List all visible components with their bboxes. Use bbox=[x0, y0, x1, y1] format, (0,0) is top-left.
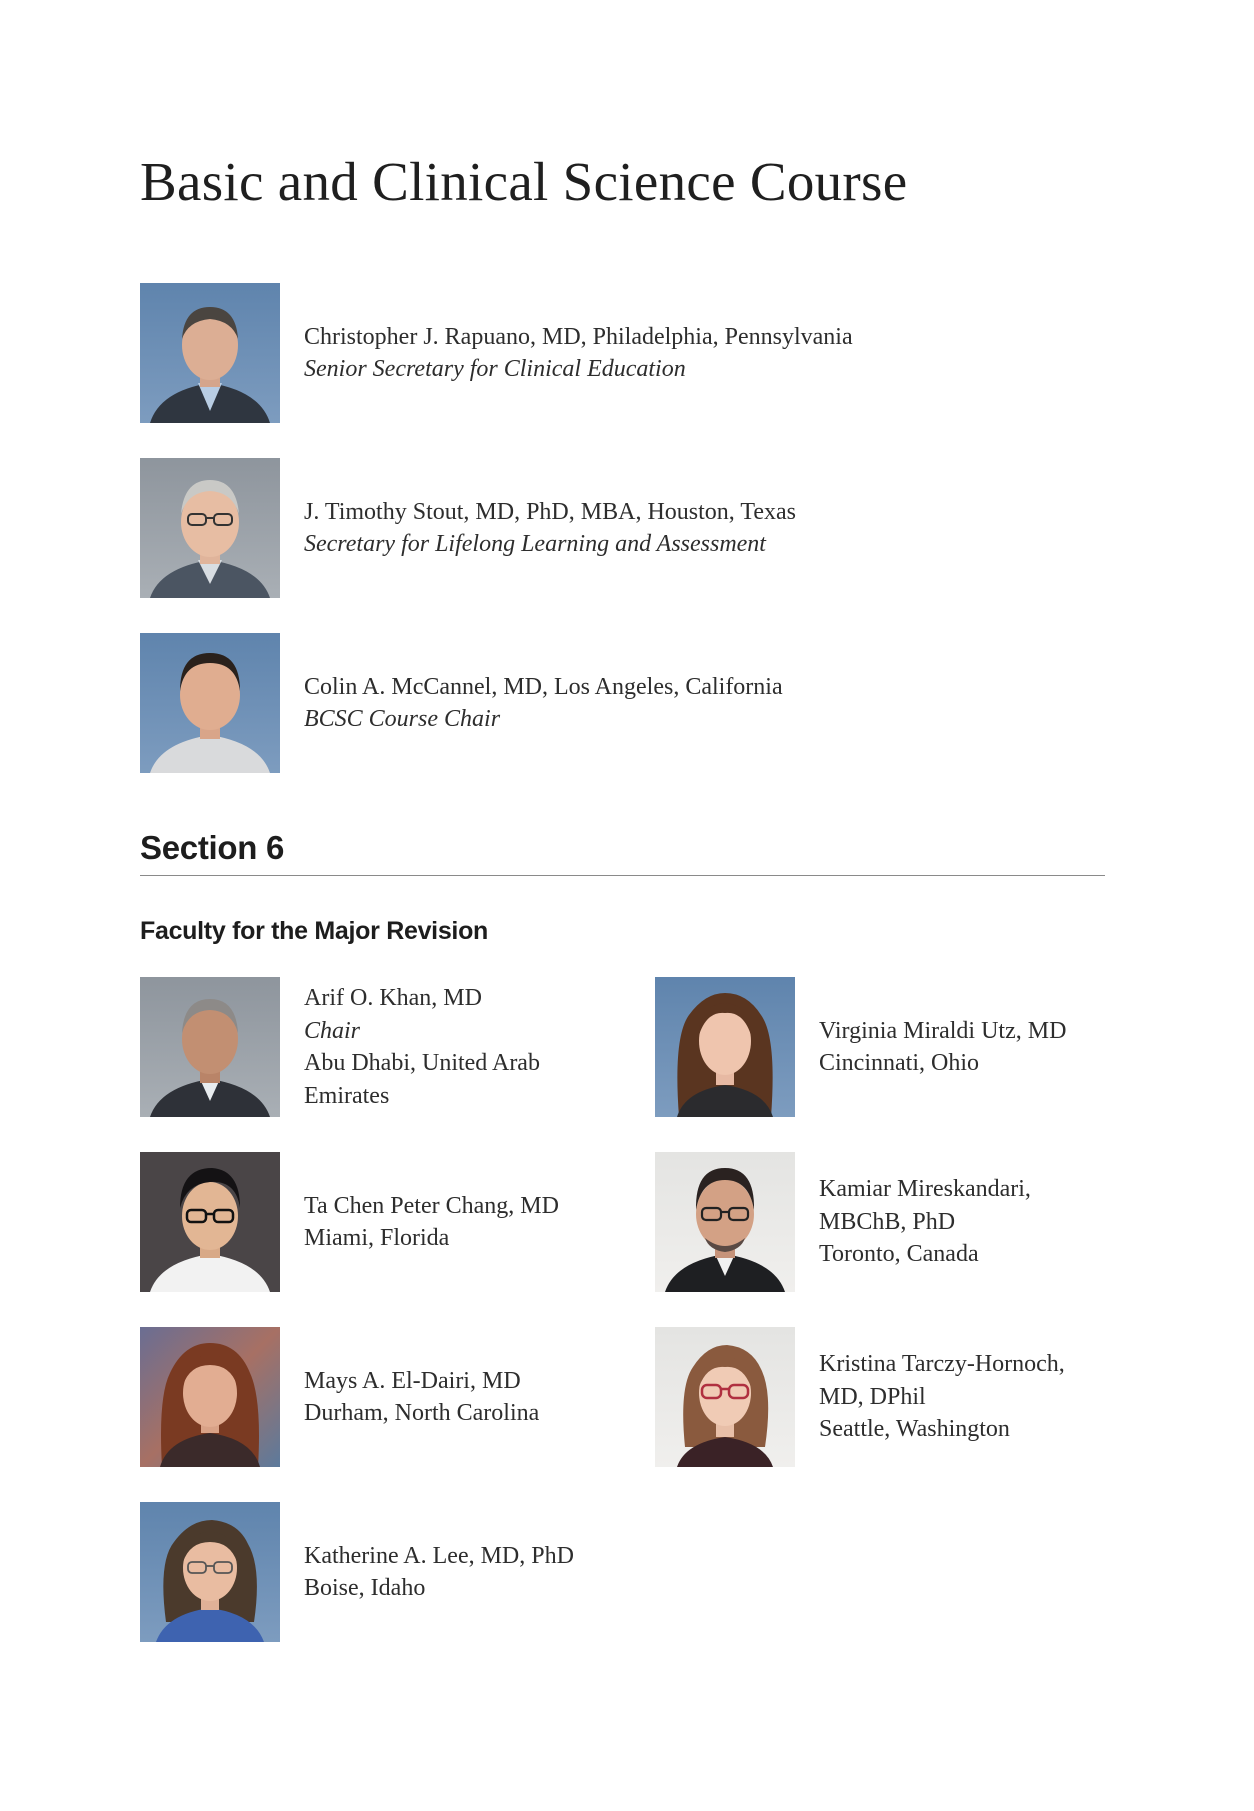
faculty-subheading: Faculty for the Major Revision bbox=[140, 917, 489, 945]
portrait-photo bbox=[655, 1327, 795, 1467]
faculty-entry bbox=[655, 1327, 1065, 1467]
portrait-photo bbox=[140, 458, 280, 598]
leader-name-line: Christopher J. Rapuano, MD, Philadelphia, Pennsylvania bbox=[304, 323, 853, 350]
faculty-degree: MBChB, PhD bbox=[819, 1208, 956, 1235]
faculty-name: Ta Chen Peter Chang, MD bbox=[304, 1192, 559, 1219]
faculty-entry bbox=[655, 977, 1066, 1117]
faculty-name: Kristina Tarczy-Hornoch, bbox=[819, 1351, 1065, 1378]
faculty-name: Mays A. El-Dairi, MD bbox=[304, 1367, 521, 1394]
faculty-entry bbox=[655, 1152, 1031, 1292]
faculty-location: Boise, Idaho bbox=[304, 1575, 426, 1601]
faculty-name: Kamiar Mireskandari, bbox=[819, 1176, 1031, 1203]
leader-entry bbox=[140, 283, 853, 423]
faculty-location: Miami, Florida bbox=[304, 1225, 450, 1251]
section-heading: Section 6 bbox=[140, 829, 285, 866]
faculty-name: Arif O. Khan, MD bbox=[304, 985, 482, 1011]
faculty-name: Virginia Miraldi Utz, MD bbox=[819, 1017, 1067, 1044]
faculty-location: Cincinnati, Ohio bbox=[819, 1050, 979, 1076]
leader-role: BCSC Course Chair bbox=[304, 706, 501, 732]
faculty-role: Chair bbox=[304, 1017, 361, 1044]
portrait-photo bbox=[140, 633, 280, 773]
portrait-photo bbox=[655, 1152, 795, 1292]
faculty-entry bbox=[140, 1327, 539, 1467]
faculty-location: Seattle, Washington bbox=[819, 1416, 1010, 1443]
portrait-photo bbox=[140, 1152, 280, 1292]
portrait-photo bbox=[140, 1327, 280, 1467]
portrait-photo bbox=[140, 1502, 280, 1642]
leader-name-line: J. Timothy Stout, MD, PhD, MBA, Houston, Texas bbox=[304, 498, 796, 525]
faculty-entry bbox=[140, 977, 540, 1117]
faculty-name: Katherine A. Lee, MD, PhD bbox=[304, 1542, 574, 1569]
page-title: Basic and Clinical Science Course bbox=[140, 151, 908, 212]
leader-entry bbox=[140, 458, 796, 598]
faculty-degree: MD, DPhil bbox=[819, 1383, 926, 1410]
portrait-photo bbox=[140, 977, 280, 1117]
leader-name-line: Colin A. McCannel, MD, Los Angeles, California bbox=[304, 673, 783, 700]
portrait-photo bbox=[140, 283, 280, 423]
leader-role: Secretary for Lifelong Learning and Assessment bbox=[304, 531, 766, 557]
faculty-location: Durham, North Carolina bbox=[304, 1400, 540, 1426]
faculty-location: Emirates bbox=[304, 1082, 390, 1109]
faculty-entry bbox=[140, 1502, 574, 1642]
leader-entry bbox=[140, 633, 783, 773]
leader-role: Senior Secretary for Clinical Education bbox=[304, 356, 686, 382]
portrait-photo bbox=[655, 977, 795, 1117]
section-divider bbox=[140, 875, 1105, 876]
faculty-entry bbox=[140, 1152, 559, 1292]
faculty-location: Toronto, Canada bbox=[819, 1241, 979, 1268]
faculty-location: Abu Dhabi, United Arab bbox=[304, 1050, 540, 1076]
